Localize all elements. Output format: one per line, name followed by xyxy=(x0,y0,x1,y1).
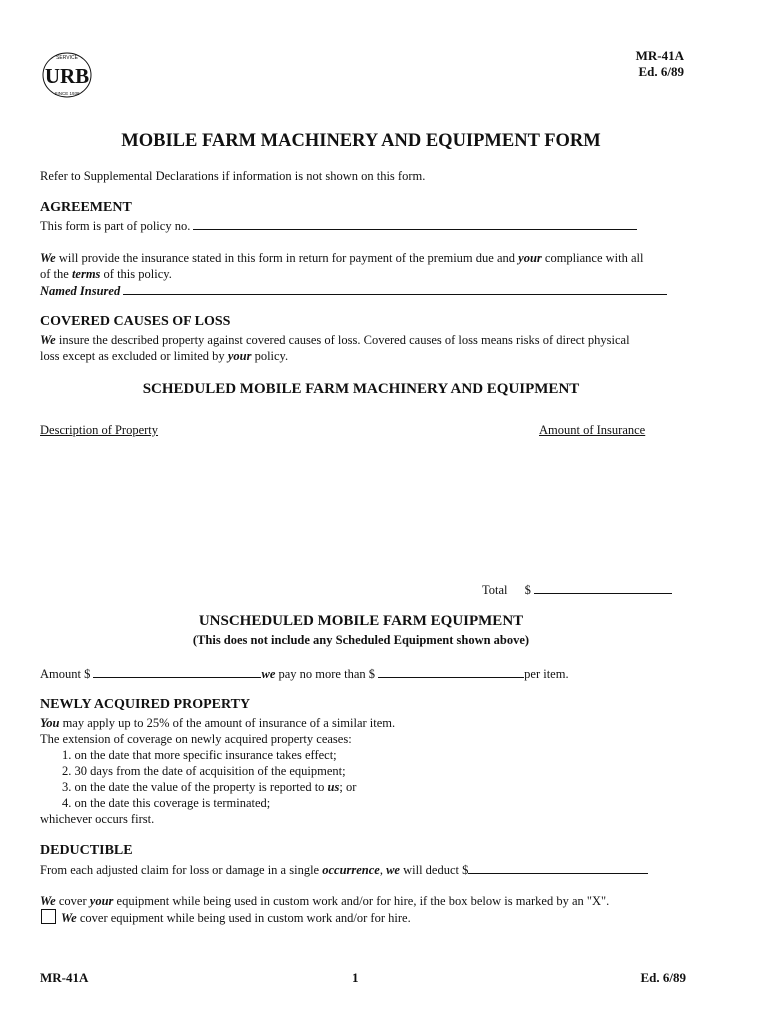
list-item-end: ; or xyxy=(339,780,357,794)
agreement-text-d: of this policy. xyxy=(100,267,172,281)
covered-causes-line2 xyxy=(40,348,288,364)
total-row xyxy=(482,581,672,598)
unscheduled-amount-row xyxy=(40,665,569,682)
covered-text-c: policy. xyxy=(251,349,289,363)
total-dollar: $ xyxy=(524,583,531,597)
us-term: us xyxy=(327,780,340,794)
newly-acquired-line1 xyxy=(40,715,395,731)
per-item-text: per item. xyxy=(524,667,569,681)
newly-acquired-closing: whichever occurs first. xyxy=(40,812,155,826)
deductible-amount-field[interactable] xyxy=(468,861,648,874)
amount-column-header: Amount of Insurance xyxy=(539,423,646,437)
svg-text:URB: URB xyxy=(44,64,90,88)
list-item xyxy=(62,779,356,795)
list-item-text: 3. on the date the value of the property is reported to xyxy=(62,780,328,794)
named-insured-row xyxy=(40,282,667,299)
covered-causes-heading: COVERED CAUSES OF LOSS xyxy=(40,314,231,329)
agreement-text-b: compliance with all xyxy=(541,251,644,265)
footer-page-number: 1 xyxy=(352,970,359,985)
custom-work-checkbox[interactable] xyxy=(41,909,56,924)
agreement-paragraph-line2 xyxy=(40,266,172,282)
policy-number-row xyxy=(40,217,637,234)
form-title: MOBILE FARM MACHINERY AND EQUIPMENT FORM xyxy=(121,131,601,151)
unscheduled-heading: UNSCHEDULED MOBILE FARM EQUIPMENT xyxy=(198,613,524,629)
agreement-text-c: of the xyxy=(40,267,72,281)
occurrence-term: occurrence xyxy=(322,863,380,877)
we-term: We xyxy=(61,911,77,925)
agreement-text-a: will provide the insurance stated in this form in return for payment of the premium due and xyxy=(55,251,519,265)
deductible-text-b: will deduct $ xyxy=(399,863,469,877)
we-term: we xyxy=(261,667,276,681)
amount-label: Amount $ xyxy=(40,667,91,681)
newly-text-a: may apply up to 25% of the amount of insurance of a similar item. xyxy=(59,716,396,730)
custom-text-b: equipment while being used in custom work and/or for hire, if the box below is marked by an "X". xyxy=(113,894,610,908)
agreement-paragraph-line1 xyxy=(40,250,643,266)
covered-text-a: insure the described property against covered causes of loss. Covered causes of loss means risks of direct physical xyxy=(55,333,630,347)
policy-number-field[interactable] xyxy=(193,217,637,230)
unscheduled-subheading: (This does not include any Scheduled Equipment shown above) xyxy=(192,633,530,647)
we-term: We xyxy=(40,251,56,265)
checkbox-label: cover equipment while being used in custom work and/or for hire. xyxy=(76,911,411,925)
unscheduled-amount-field[interactable] xyxy=(93,665,261,678)
we-term: We xyxy=(40,333,56,347)
covered-text-b: loss except as excluded or limited by xyxy=(40,349,228,363)
we-term: We xyxy=(40,894,56,908)
svg-text:SERVICE: SERVICE xyxy=(56,55,78,61)
list-item: 4. on the date this coverage is terminated; xyxy=(62,796,271,810)
footer-edition: Ed. 6/89 xyxy=(640,970,686,985)
total-label: Total xyxy=(482,583,508,597)
scheduled-heading: SCHEDULED MOBILE FARM MACHINERY AND EQUIPMENT xyxy=(142,381,580,397)
svg-text:SINCE 1938: SINCE 1938 xyxy=(54,91,80,96)
footer-form-number: MR-41A xyxy=(40,970,89,985)
agreement-heading: AGREEMENT xyxy=(40,200,132,215)
terms-term: terms xyxy=(71,267,101,281)
scheduled-property-area[interactable] xyxy=(40,442,652,570)
deductible-comma: , xyxy=(379,863,387,877)
intro-text: Refer to Supplemental Declarations if information is not shown on this form. xyxy=(40,169,426,183)
description-column-header: Description of Property xyxy=(40,423,159,437)
per-item-limit-field[interactable] xyxy=(378,665,524,678)
form-edition: Ed. 6/89 xyxy=(638,64,684,79)
covered-causes-line1 xyxy=(40,332,630,348)
deductible-row xyxy=(40,861,648,878)
urb-logo xyxy=(40,50,94,100)
named-insured-field[interactable] xyxy=(123,282,667,295)
total-field[interactable] xyxy=(534,581,672,594)
custom-work-checkbox-row xyxy=(41,909,411,926)
form-identifier xyxy=(636,48,684,80)
list-item: 1. on the date that more specific insurance takes effect; xyxy=(62,748,337,762)
your-term: your xyxy=(89,894,114,908)
custom-text-a: cover xyxy=(55,894,90,908)
pay-no-more-text: pay no more than $ xyxy=(275,667,376,681)
you-term: You xyxy=(40,716,60,730)
newly-acquired-line2: The extension of coverage on newly acquired property ceases: xyxy=(40,732,352,746)
deductible-heading: DEDUCTIBLE xyxy=(40,843,133,858)
deductible-text-a: From each adjusted claim for loss or damage in a single xyxy=(40,863,323,877)
named-insured-label: Named Insured xyxy=(40,284,121,298)
policy-number-label: This form is part of policy no. xyxy=(40,219,191,233)
newly-acquired-heading: NEWLY ACQUIRED PROPERTY xyxy=(40,697,251,712)
list-item: 2. 30 days from the date of acquisition of the equipment; xyxy=(62,764,346,778)
your-term: your xyxy=(227,349,252,363)
form-number: MR-41A xyxy=(635,48,684,63)
custom-work-line xyxy=(40,893,609,909)
your-term: your xyxy=(518,251,542,265)
we-term: we xyxy=(386,863,400,877)
